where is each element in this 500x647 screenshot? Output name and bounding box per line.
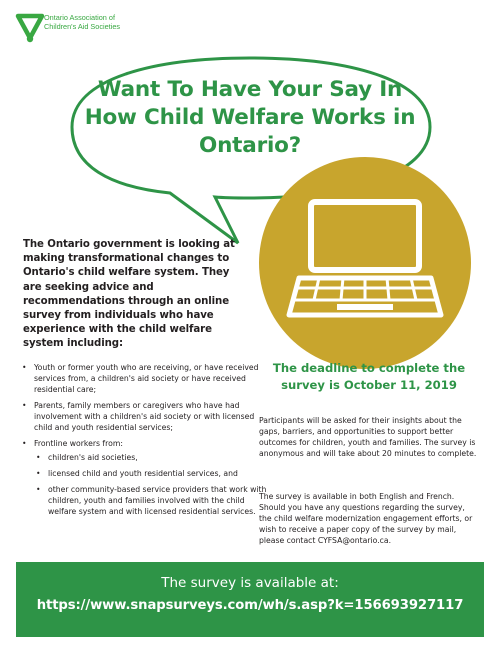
deadline-text: The deadline to complete the survey is October 11, 2019 [272, 361, 466, 392]
survey-banner [16, 562, 484, 637]
headline: Want To Have Your Say In How Child Welfare Works in Ontario? [84, 77, 416, 158]
intro-text: The Ontario government is looking at making transformational changes to Ontario's child welfare system. They are seeking advice and recommendations through an online survey from individuals who have experience with the child welfare system including: [23, 239, 235, 350]
list-item: • Parents, family members or caregivers who have had involvement with a children's aid society or with licensed child and youth residential services; [22, 400, 272, 433]
frontline-list [34, 452, 272, 517]
list-item: • Youth or former youth who are receiving, or have received services from, a children's aid society or have received residential care; [22, 362, 272, 395]
organization-name: Ontario Association of Children's Aid Societies [44, 13, 121, 31]
list-item: • Frontline workers from: • children's aid societies, • licensed child and youth residential services, and • other community-based service providers that work with children, youth and families involved with the child welfare system and with licensed residential services. [22, 438, 272, 517]
banner-title: The survey is available at: [161, 575, 339, 591]
audience-list [22, 362, 272, 522]
list-item: • children's aid societies, [34, 452, 272, 463]
computer-icon [259, 157, 471, 369]
list-item: • licensed child and youth residential services, and [34, 468, 272, 479]
survey-link[interactable]: https://www.snapsurveys.com/wh/s.asp?k=156693927117 [36, 598, 464, 613]
contact-paragraph: The survey is available in both English and French. Should you have any questions regarding the survey, the child welfare modernization engagement efforts, or wish to receive a paper copy of the survey by mail, please contact CYFSA@ontario.ca. [259, 492, 473, 545]
computer-illustration [259, 157, 471, 369]
list-item: • other community-based service providers that work with children, youth and families involved with the child welfare system and with licensed residential services. [34, 484, 272, 517]
participants-paragraph: Participants will be asked for their insights about the gaps, barriers, and opportunities to support better outcomes for children, youth and families. The survey is anonymous and will take about 20 minutes to complete. [259, 416, 477, 458]
